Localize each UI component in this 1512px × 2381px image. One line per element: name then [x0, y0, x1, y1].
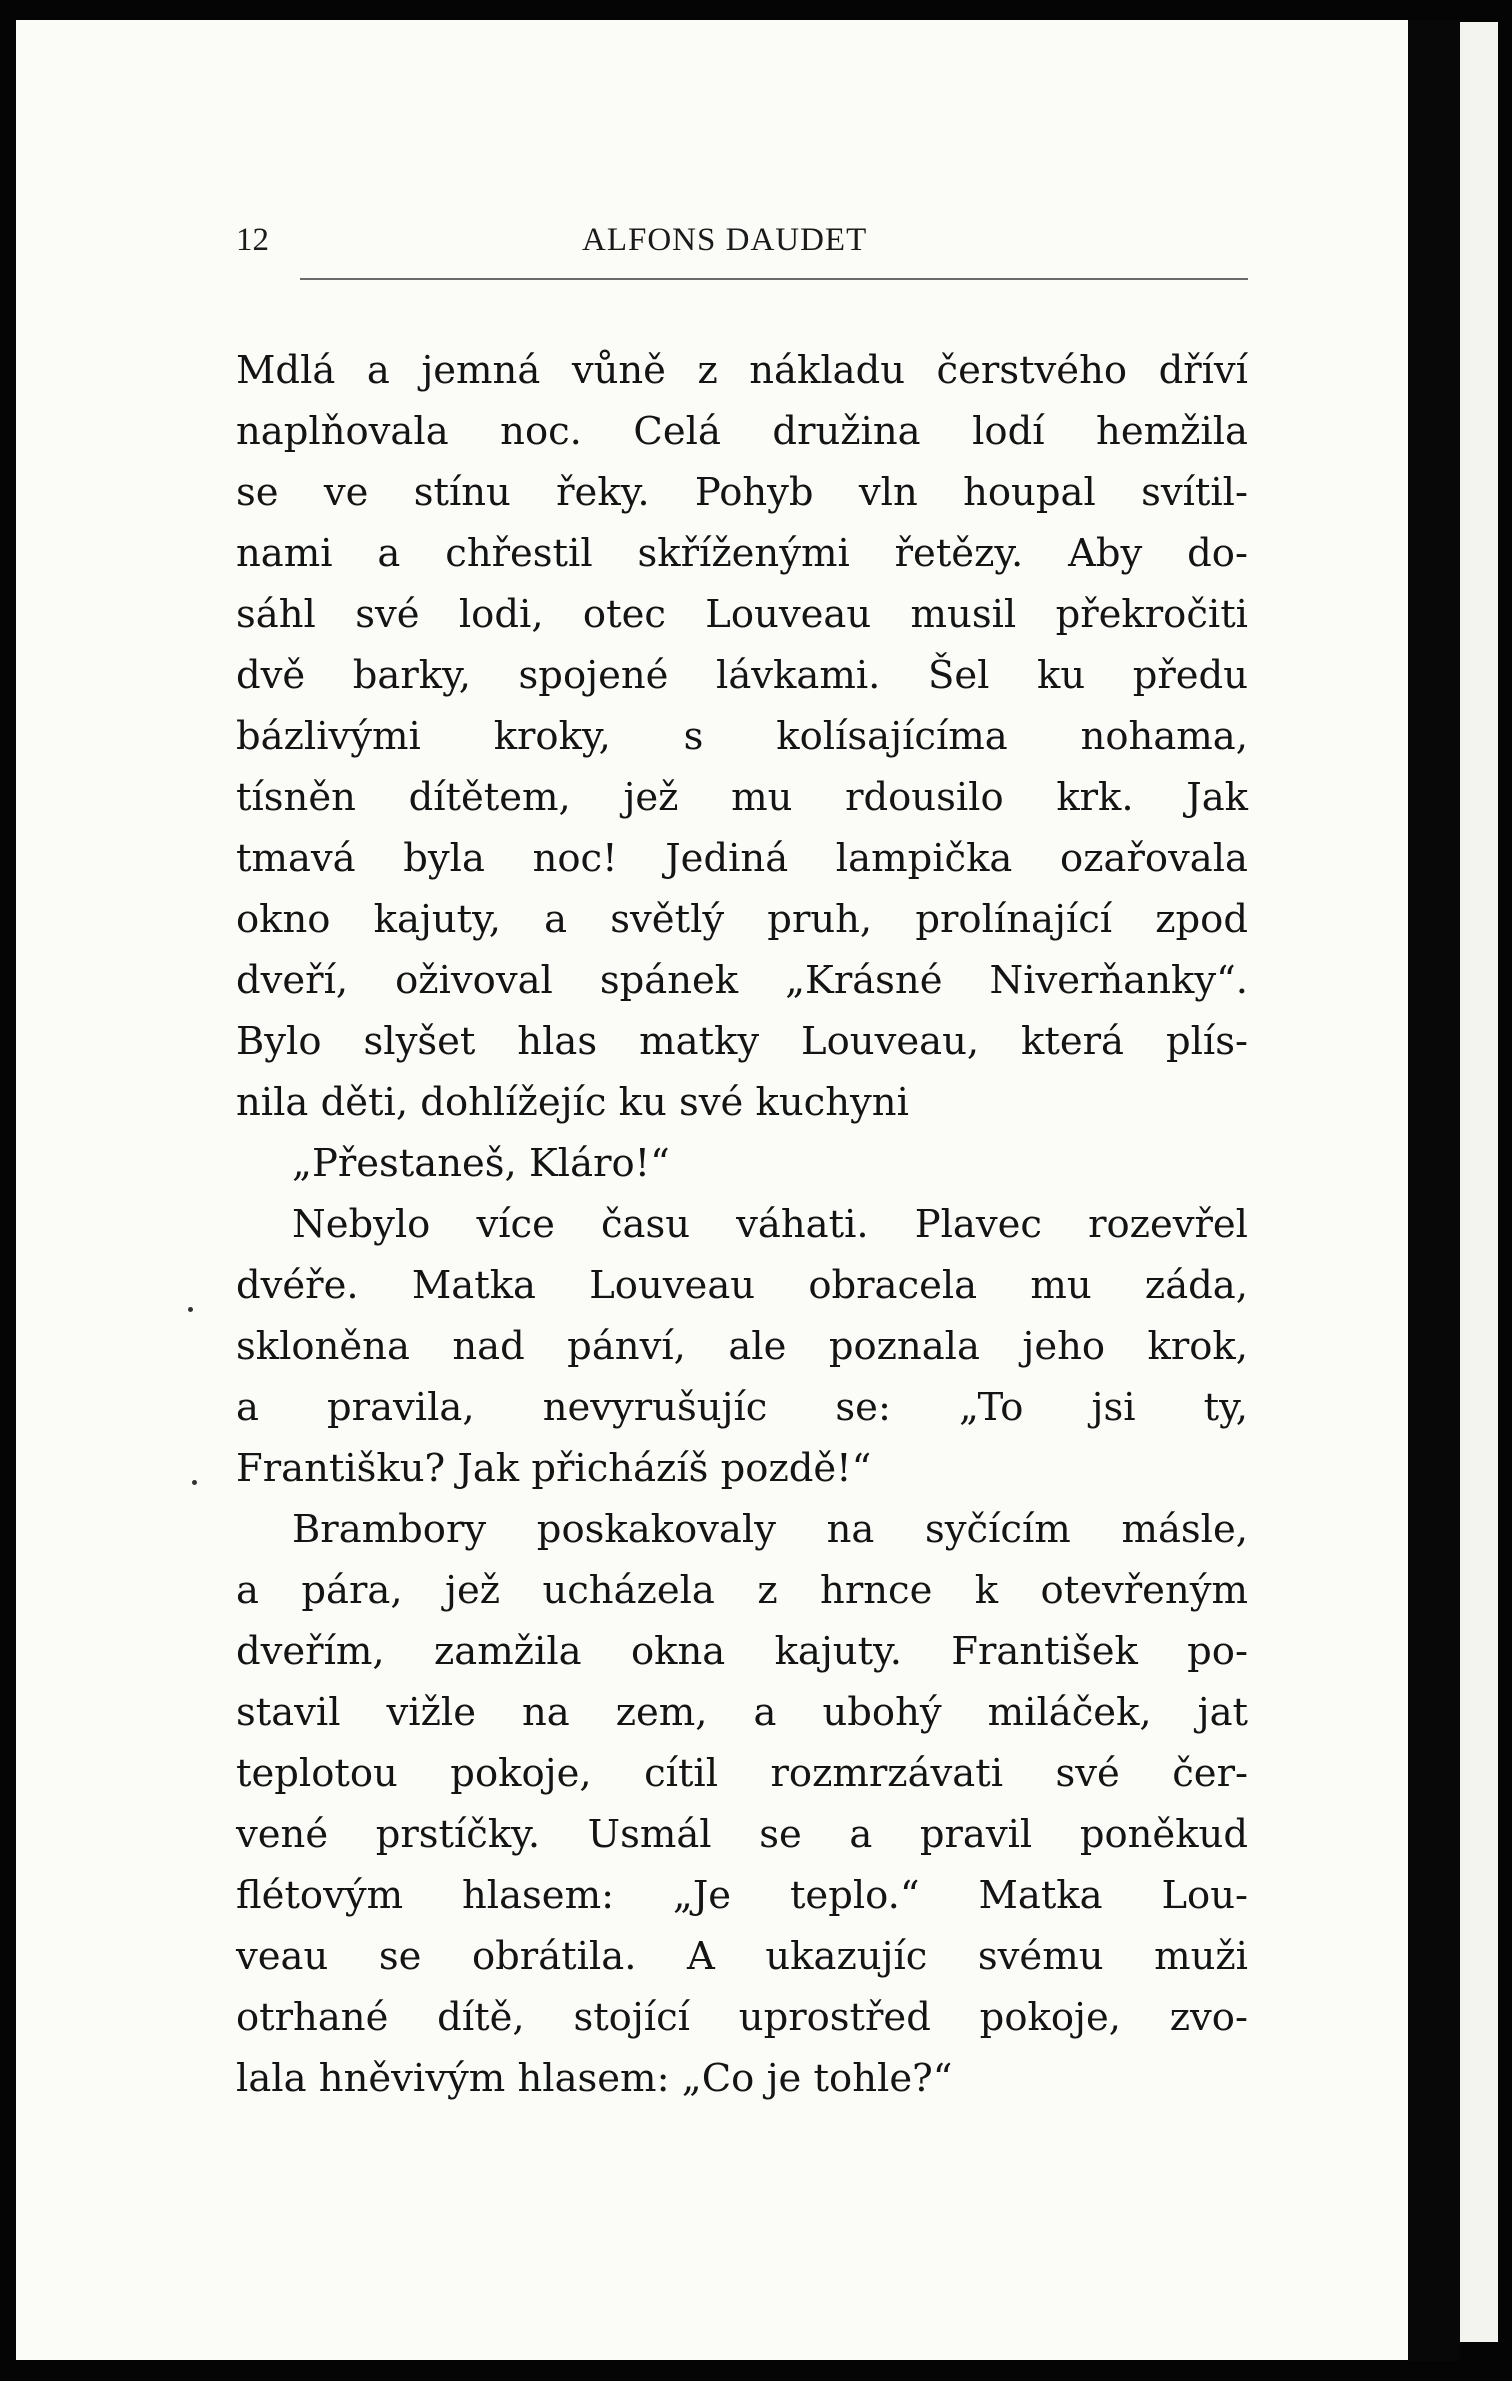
- text-line: Františku? Jak přicházíš pozdě!“: [236, 1446, 872, 1491]
- text-line: a pravila, nevyrušujíc se: „To jsi ty,: [236, 1385, 1248, 1430]
- page-body-text: [236, 340, 1248, 2109]
- text-line: dveřím, zamžila okna kajuty. František po-: [236, 1629, 1248, 1674]
- text-line: nami a chřestil skříženými řetězy. Aby do-: [236, 531, 1248, 576]
- text-line: Mdlá a jemná vůně z nákladu čerstvého dříví: [236, 348, 1248, 393]
- text-line: okno kajuty, a světlý pruh, prolínající zpod: [236, 897, 1248, 942]
- margin-speck: [188, 1307, 193, 1312]
- text-line: otrhané dítě, stojící uprostřed pokoje, zvo-: [236, 1995, 1248, 2040]
- text-line: vené prstíčky. Usmál se a pravil poněkud: [236, 1812, 1248, 1857]
- text-line: veau se obrátila. A ukazujíc svému muži: [236, 1934, 1248, 1979]
- text-line: a pára, jež ucházela z hrnce k otevřeným: [236, 1568, 1248, 1613]
- text-line: tísněn dítětem, jež mu rdousilo krk. Jak: [236, 775, 1248, 820]
- text-line: nila děti, dohlížejíc ku své kuchyni: [236, 1080, 909, 1125]
- text-line: stavil vižle na zem, a ubohý miláček, jat: [236, 1690, 1248, 1735]
- text-line: tmavá byla noc! Jediná lampička ozařovala: [236, 836, 1248, 881]
- text-line: Bylo slyšet hlas matky Louveau, která plís-: [236, 1019, 1248, 1064]
- text-line: Nebylo více času váhati. Plavec rozevřel: [292, 1202, 1248, 1247]
- text-line: dvéře. Matka Louveau obracela mu záda,: [236, 1263, 1248, 1308]
- text-line: bázlivými kroky, s kolísajícíma nohama,: [236, 714, 1248, 759]
- adjacent-page-edge: [1460, 22, 1498, 2342]
- margin-speck: [192, 1480, 197, 1485]
- text-line: dvě barky, spojené lávkami. Šel ku předu: [236, 653, 1248, 698]
- text-line: naplňovala noc. Celá družina lodí hemžila: [236, 409, 1248, 454]
- page-number: 12: [236, 222, 269, 258]
- text-line: Brambory poskakovaly na syčícím másle,: [292, 1507, 1248, 1552]
- text-line: se ve stínu řeky. Pohyb vln houpal svítil-: [236, 470, 1248, 515]
- text-line: skloněna nad pánví, ale poznala jeho krok,: [236, 1324, 1248, 1369]
- text-line: sáhl své lodi, otec Louveau musil překročiti: [236, 592, 1248, 637]
- text-line: flétovým hlasem: „Je teplo.“ Matka Lou-: [236, 1873, 1248, 1918]
- text-line: lala hněvivým hlasem: „Co je tohle?“: [236, 2056, 953, 2101]
- header-rule: [300, 278, 1248, 280]
- gutter-shadow: [1408, 20, 1460, 2361]
- page-header: [236, 214, 1248, 274]
- text-line: teplotou pokoje, cítil rozmrzávati své čer-: [236, 1751, 1248, 1796]
- text-line: „Přestaneš, Kláro!“: [292, 1141, 670, 1186]
- running-head: ALFONS DAUDET: [582, 222, 868, 258]
- text-line: dveří, oživoval spánek „Krásné Niverňanky“.: [236, 958, 1248, 1003]
